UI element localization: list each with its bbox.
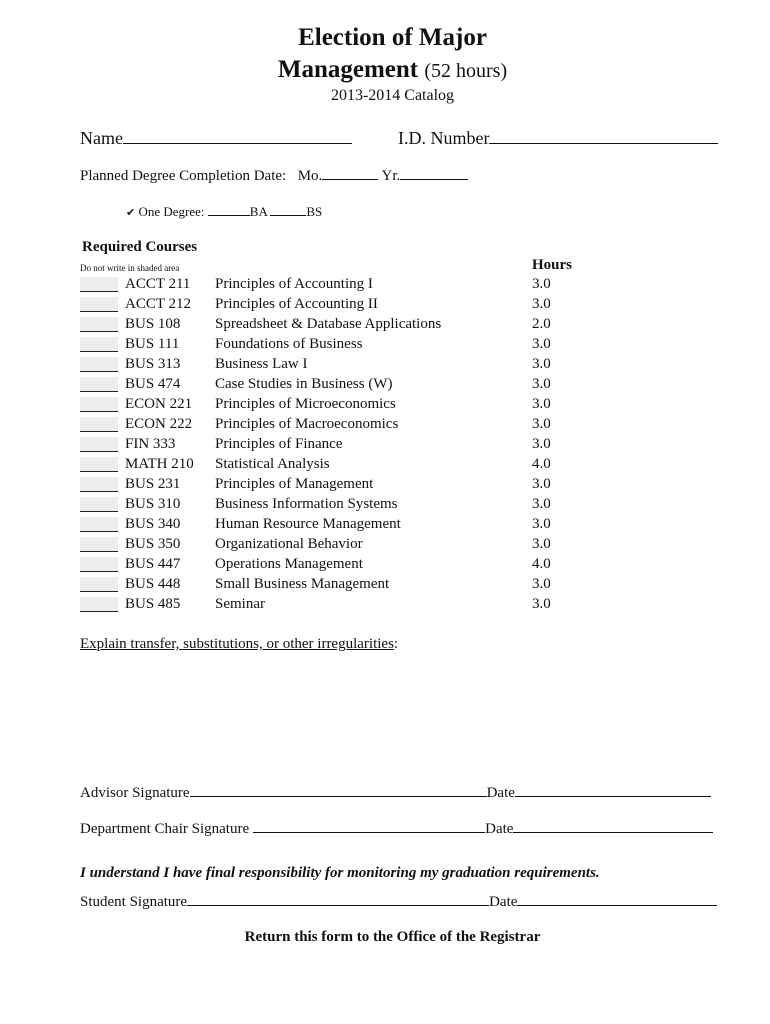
major-hours: (52 hours) — [424, 60, 508, 82]
course-check-box[interactable] — [80, 457, 118, 472]
course-name: Human Resource Management — [215, 516, 401, 532]
course-name: Principles of Accounting II — [215, 296, 378, 312]
course-row — [80, 456, 760, 476]
course-row — [80, 436, 760, 456]
course-hours: 3.0 — [532, 416, 551, 432]
course-hours: 3.0 — [532, 356, 551, 372]
ba-label: BA — [249, 204, 268, 219]
course-code: BUS 448 — [125, 576, 181, 592]
course-check-box[interactable] — [80, 277, 118, 292]
course-hours: 3.0 — [532, 276, 551, 292]
id-field-group — [398, 127, 718, 149]
course-row — [80, 396, 760, 416]
shaded-area-note: Do not write in shaded area — [80, 263, 180, 273]
explain-group — [80, 636, 398, 653]
course-name: Foundations of Business — [215, 336, 363, 352]
course-row — [80, 536, 760, 556]
name-field-group — [80, 127, 352, 149]
chair-signature-label: Department Chair Signature — [80, 821, 250, 837]
course-row — [80, 576, 760, 596]
course-hours: 3.0 — [532, 336, 551, 352]
course-code: BUS 108 — [125, 316, 181, 332]
month-field[interactable] — [322, 166, 378, 180]
chair-date-field[interactable] — [513, 819, 713, 833]
form-title: Election of Major — [298, 24, 487, 51]
course-check-box[interactable] — [80, 397, 118, 412]
course-name: Small Business Management — [215, 576, 390, 592]
student-date-label: Date — [489, 894, 518, 910]
course-check-box[interactable] — [80, 557, 118, 572]
course-code: BUS 447 — [125, 556, 181, 572]
course-code: BUS 340 — [125, 516, 181, 532]
course-row — [80, 596, 760, 616]
course-row — [80, 316, 760, 336]
course-hours: 3.0 — [532, 536, 551, 552]
course-code: BUS 474 — [125, 376, 181, 392]
course-row — [80, 276, 760, 296]
course-code: BUS 310 — [125, 496, 181, 512]
course-hours: 3.0 — [532, 296, 551, 312]
course-hours: 3.0 — [532, 376, 551, 392]
course-hours: 3.0 — [532, 476, 551, 492]
course-check-box[interactable] — [80, 597, 118, 612]
required-courses-heading: Required Courses — [82, 239, 198, 255]
course-name: Operations Management — [215, 556, 363, 572]
course-name: Principles of Microeconomics — [215, 396, 396, 412]
bs-field[interactable] — [270, 204, 306, 216]
course-hours: 3.0 — [532, 596, 551, 612]
hours-heading: Hours — [532, 257, 573, 273]
year-label: Yr. — [381, 168, 401, 184]
course-code: MATH 210 — [125, 456, 194, 472]
course-code: ECON 221 — [125, 396, 193, 412]
course-check-box[interactable] — [80, 297, 118, 312]
planned-date-label: Planned Degree Completion Date: — [80, 168, 287, 184]
course-check-box[interactable] — [80, 517, 118, 532]
advisor-signature-label: Advisor Signature — [80, 785, 190, 801]
course-code: FIN 333 — [125, 436, 176, 452]
course-check-box[interactable] — [80, 417, 118, 432]
one-degree-label: One Degree: — [138, 204, 205, 219]
course-name: Case Studies in Business (W) — [215, 376, 393, 392]
ba-field[interactable] — [208, 204, 250, 216]
one-degree-group — [126, 204, 322, 220]
course-name: Spreadsheet & Database Applications — [215, 316, 442, 332]
advisor-signature-field[interactable] — [190, 783, 487, 797]
course-hours: 3.0 — [532, 516, 551, 532]
course-hours: 3.0 — [532, 436, 551, 452]
explain-colon: : — [393, 636, 399, 652]
course-hours: 3.0 — [532, 496, 551, 512]
chair-date-label: Date — [485, 821, 514, 837]
course-code: ACCT 212 — [125, 296, 191, 312]
course-code: BUS 313 — [125, 356, 181, 372]
course-name: Principles of Management — [215, 476, 374, 492]
month-label: Mo. — [297, 168, 323, 184]
student-signature-label: Student Signature — [80, 894, 188, 910]
course-hours: 2.0 — [532, 316, 551, 332]
planned-date-group — [80, 166, 468, 185]
course-check-box[interactable] — [80, 497, 118, 512]
course-code: BUS 485 — [125, 596, 181, 612]
advisor-signature-group — [80, 783, 711, 802]
course-check-box[interactable] — [80, 317, 118, 332]
bs-label: BS — [306, 204, 323, 219]
course-hours: 3.0 — [532, 396, 551, 412]
course-row — [80, 336, 760, 356]
course-check-box[interactable] — [80, 437, 118, 452]
course-check-box[interactable] — [80, 477, 118, 492]
student-signature-field[interactable] — [187, 892, 489, 906]
return-instruction: Return this form to the Office of the Registrar — [244, 929, 541, 945]
explain-area[interactable] — [80, 660, 720, 770]
course-code: BUS 350 — [125, 536, 181, 552]
id-label: I.D. Number — [398, 128, 490, 148]
chair-signature-field[interactable] — [253, 819, 485, 833]
course-row — [80, 296, 760, 316]
id-number-field[interactable] — [489, 127, 718, 144]
check-icon: ✔ — [126, 207, 136, 219]
course-name: Principles of Accounting I — [215, 276, 373, 292]
course-check-box[interactable] — [80, 577, 118, 592]
catalog-year: 2013-2014 Catalog — [330, 87, 455, 104]
course-name: Business Law I — [215, 356, 308, 372]
name-label: Name — [80, 128, 123, 148]
course-name: Principles of Finance — [215, 436, 343, 452]
chair-signature-group — [80, 819, 713, 838]
course-row — [80, 496, 760, 516]
course-hours: 4.0 — [532, 556, 551, 572]
course-code: BUS 111 — [125, 336, 180, 352]
course-row — [80, 516, 760, 536]
course-row — [80, 376, 760, 396]
course-row — [80, 476, 760, 496]
course-name: Organizational Behavior — [215, 536, 363, 552]
advisor-date-label: Date — [486, 785, 515, 801]
course-name: Business Information Systems — [215, 496, 398, 512]
responsibility-statement: I understand I have final responsibility for monitoring my graduation requirements. — [80, 865, 600, 881]
course-name: Principles of Macroeconomics — [215, 416, 399, 432]
course-check-box[interactable] — [80, 357, 118, 372]
course-hours: 3.0 — [532, 576, 551, 592]
course-hours: 4.0 — [532, 456, 551, 472]
major-name: Management — [277, 56, 419, 83]
course-name: Seminar — [215, 596, 265, 612]
course-code: ECON 222 — [125, 416, 193, 432]
course-name: Statistical Analysis — [215, 456, 330, 472]
course-code: ACCT 211 — [125, 276, 191, 292]
explain-label: Explain transfer, substitutions, or other irregularities — [80, 636, 394, 652]
course-row — [80, 556, 760, 576]
student-date-field[interactable] — [517, 892, 717, 906]
course-check-box[interactable] — [80, 537, 118, 552]
course-code: BUS 231 — [125, 476, 181, 492]
course-row — [80, 356, 760, 376]
course-check-box[interactable] — [80, 337, 118, 352]
student-signature-group — [80, 892, 717, 911]
major-title — [0, 56, 770, 84]
course-row — [80, 416, 760, 436]
advisor-date-field[interactable] — [515, 783, 711, 797]
name-field[interactable] — [123, 127, 352, 144]
year-field[interactable] — [400, 166, 468, 180]
course-check-box[interactable] — [80, 377, 118, 392]
